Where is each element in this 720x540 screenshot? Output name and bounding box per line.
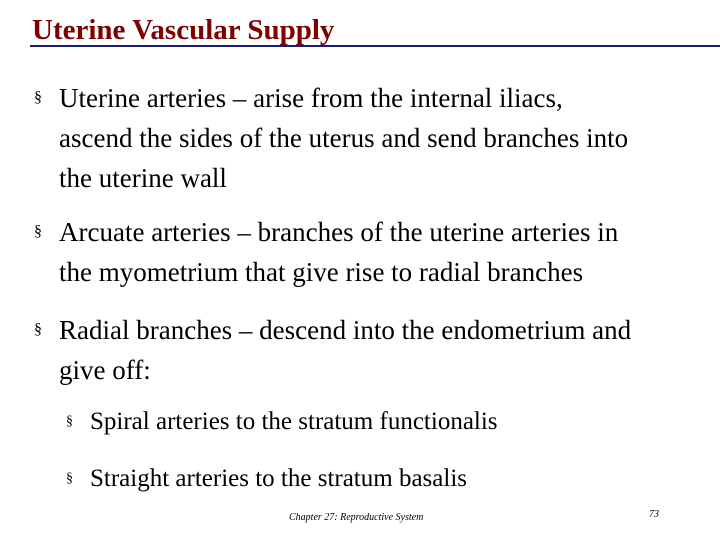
title-underline xyxy=(30,45,720,47)
slide-title: Uterine Vascular Supply xyxy=(32,14,335,46)
bullet-arcuate-arteries xyxy=(34,212,618,292)
sub-bullet-text: Straight arteries to the stratum basalis xyxy=(90,465,467,492)
bullet-line: ascend the sides of the uterus and send branches into xyxy=(59,123,629,153)
sub-bullet-text: Spiral arteries to the stratum functionalis xyxy=(90,408,498,435)
sub-bullet-spiral-arteries xyxy=(66,402,498,442)
bullet-line: Arcuate arteries – branches of the uterine arteries in xyxy=(59,217,619,247)
bullet-marker-icon: § xyxy=(34,321,42,338)
bullet-radial-branches xyxy=(34,310,631,390)
bullet-marker-icon: § xyxy=(34,223,42,240)
sub-bullet-straight-arteries xyxy=(66,459,467,499)
bullet-uterine-arteries xyxy=(34,78,628,198)
page-number: 73 xyxy=(649,509,659,520)
sub-bullet-marker-icon: § xyxy=(66,414,73,429)
slide-footer: Chapter 27: Reproductive System xyxy=(289,512,424,523)
bullet-line: the myometrium that give rise to radial branches xyxy=(59,257,584,287)
bullet-marker-icon: § xyxy=(34,89,42,106)
bullet-line: give off: xyxy=(59,355,151,385)
bullet-line: the uterine wall xyxy=(59,163,227,193)
bullet-line: Radial branches – descend into the endometrium and xyxy=(59,315,632,345)
bullet-line: Uterine arteries – arise from the internal iliacs, xyxy=(59,83,563,113)
sub-bullet-marker-icon: § xyxy=(66,471,73,486)
